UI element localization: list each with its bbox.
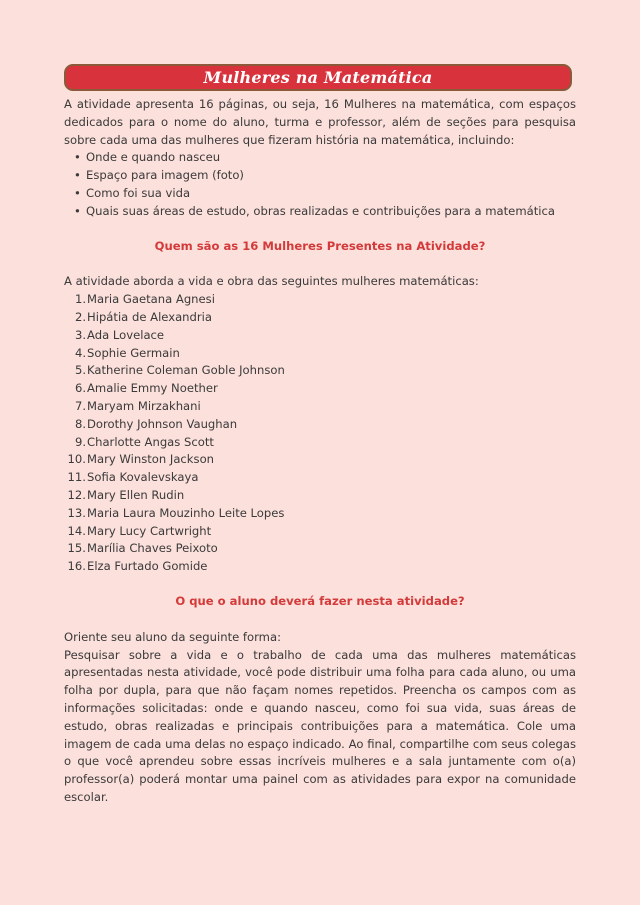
intro-paragraph: A atividade apresenta 16 páginas, ou seja, 16 Mulheres na matemática, com espaços dedicados para o nome do aluno, turma e professor, além de seções para pesquisa sobre cada uma das mulheres que fizeram história na matemática, incluindo: bbox=[64, 97, 576, 147]
list-number: 16. bbox=[67, 559, 86, 574]
list-item bbox=[64, 558, 576, 576]
list-item bbox=[64, 434, 576, 452]
instructions-lead: Oriente seu aluno da seguinte forma: bbox=[64, 629, 281, 644]
list-number: 13. bbox=[67, 505, 86, 520]
list-item bbox=[64, 398, 576, 416]
list-item bbox=[64, 309, 576, 327]
list-item bbox=[64, 469, 576, 487]
list-item bbox=[64, 362, 576, 380]
woman-name: Mary Ellen Rudin bbox=[87, 487, 185, 502]
list-item bbox=[64, 451, 576, 469]
list-item bbox=[64, 487, 576, 505]
woman-name: Hipátia de Alexandria bbox=[87, 309, 212, 324]
content-area bbox=[64, 96, 576, 807]
list-number: 11. bbox=[67, 470, 86, 485]
list-item bbox=[64, 291, 576, 309]
women-list-lead: A atividade aborda a vida e obra das seguintes mulheres matemáticas: bbox=[64, 274, 479, 289]
woman-name: Maria Gaetana Agnesi bbox=[87, 292, 215, 307]
woman-name: Mary Lucy Cartwright bbox=[87, 523, 212, 538]
list-item: • Onde e quando nasceu bbox=[86, 149, 576, 167]
woman-name: Amalie Emmy Noether bbox=[87, 381, 218, 396]
list-number: 1. bbox=[74, 292, 86, 307]
woman-name: Marília Chaves Peixoto bbox=[87, 541, 218, 556]
list-item: • Quais suas áreas de estudo, obras realizadas e contribuições para a matemática bbox=[86, 203, 576, 221]
list-item bbox=[64, 345, 576, 363]
list-number: 15. bbox=[67, 541, 86, 556]
list-number: 7. bbox=[74, 398, 86, 413]
woman-name: Mary Winston Jackson bbox=[87, 452, 215, 467]
list-number: 2. bbox=[74, 309, 86, 324]
list-item bbox=[64, 540, 576, 558]
list-item bbox=[64, 327, 576, 345]
women-numbered-list bbox=[64, 291, 576, 576]
list-number: 14. bbox=[67, 523, 86, 538]
woman-name: Ada Lovelace bbox=[87, 327, 165, 342]
list-number: 12. bbox=[67, 487, 86, 502]
list-number: 6. bbox=[74, 381, 86, 396]
woman-name: Katherine Coleman Goble Johnson bbox=[87, 363, 285, 378]
woman-name: Charlotte Angas Scott bbox=[87, 434, 214, 449]
list-item: • Como foi sua vida bbox=[86, 185, 576, 203]
list-item bbox=[64, 505, 576, 523]
intro-bullet-list bbox=[64, 149, 576, 220]
title-banner bbox=[64, 64, 572, 91]
woman-name: Elza Furtado Gomide bbox=[87, 559, 208, 574]
list-number: 3. bbox=[74, 327, 86, 342]
woman-name: Sofia Kovalevskaya bbox=[87, 470, 199, 485]
list-number: 9. bbox=[74, 434, 86, 449]
list-number: 8. bbox=[74, 416, 86, 431]
list-number: 4. bbox=[74, 345, 86, 360]
woman-name: Maryam Mirzakhani bbox=[87, 398, 201, 413]
woman-name: Dorothy Johnson Vaughan bbox=[87, 416, 238, 431]
list-item: • Espaço para imagem (foto) bbox=[86, 167, 576, 185]
list-item bbox=[64, 416, 576, 434]
list-number: 10. bbox=[67, 452, 86, 467]
page-title: Mulheres na Matemática bbox=[203, 68, 433, 87]
list-item bbox=[64, 380, 576, 398]
list-number: 5. bbox=[74, 363, 86, 378]
section-heading-instructions: O que o aluno deverá fazer nesta atividade? bbox=[175, 593, 465, 608]
section-heading-women: Quem são as 16 Mulheres Presentes na Atividade? bbox=[154, 238, 486, 253]
woman-name: Sophie Germain bbox=[87, 345, 180, 360]
list-item bbox=[64, 523, 576, 541]
woman-name: Maria Laura Mouzinho Leite Lopes bbox=[87, 505, 285, 520]
instructions-body: Pesquisar sobre a vida e o trabalho de cada uma das mulheres matemáticas apresentadas nesta atividade, você pode distribuir uma folha para cada aluno, ou uma folha por dupla, para que não façam nomes repetidos. Preencha os campos com as informações solicitadas: onde e quando nasceu, como foi sua vida, suas áreas de estudo, obras realizadas e principais contribuições para a matemática. Cole uma imagem de cada uma delas no espaço indicado. Ao final, compartilhe com seus colegas o que você aprendeu sobre essas incríveis mulheres e a sala juntamente com o(a) professor(a) poderá montar uma painel com as atividades para expor na comunidade escolar. bbox=[64, 647, 576, 804]
